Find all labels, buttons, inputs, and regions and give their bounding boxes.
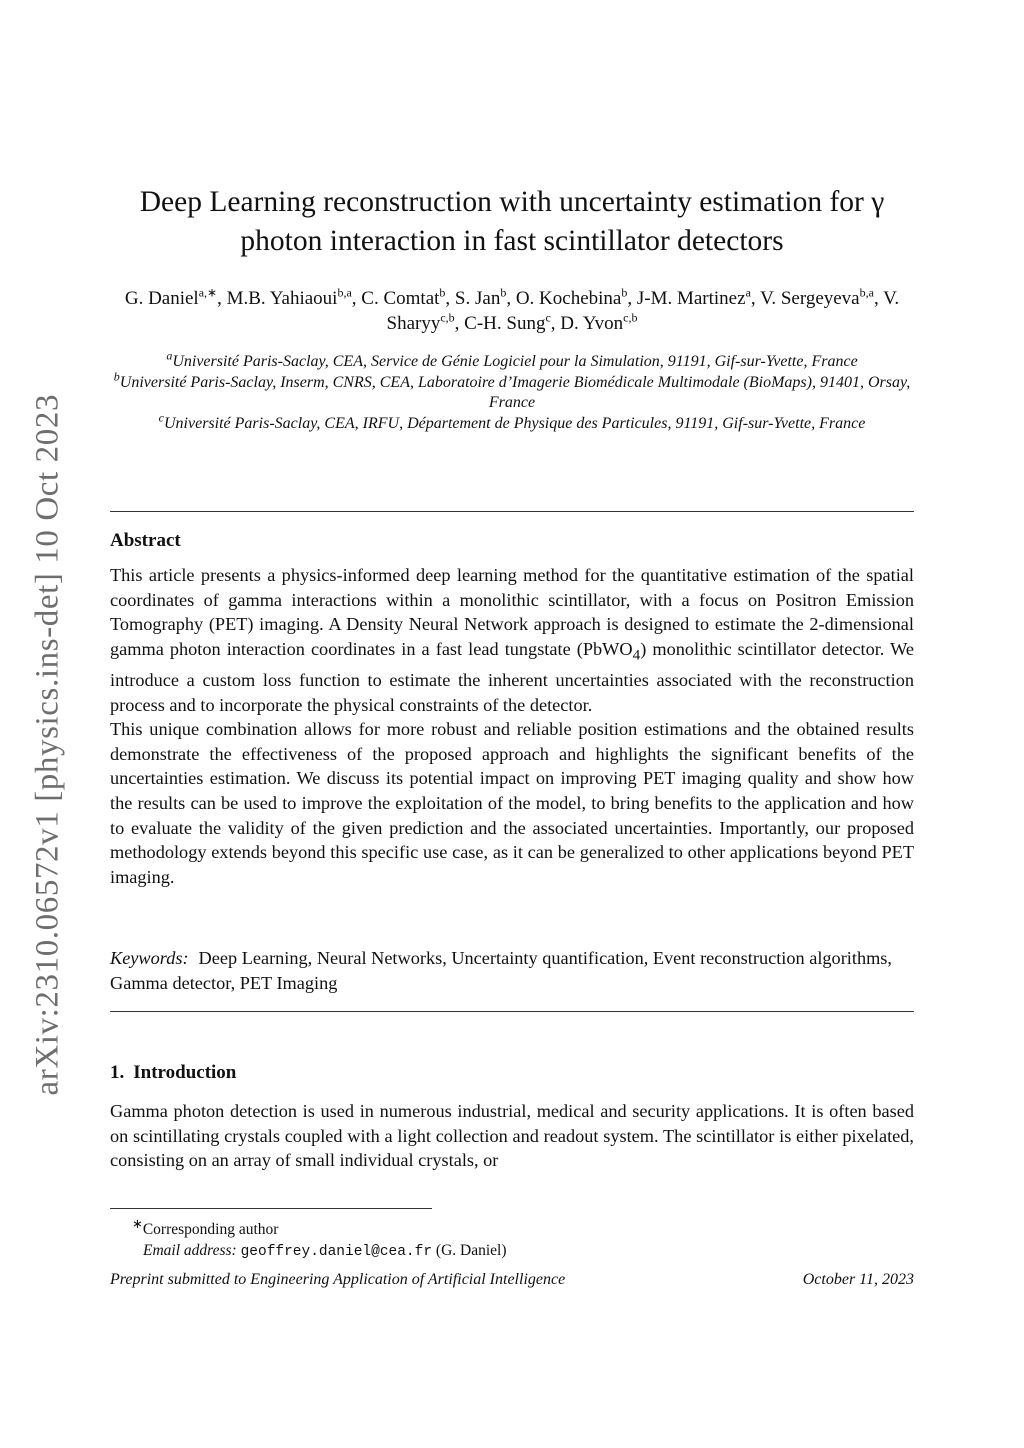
keywords xyxy=(110,946,914,995)
arxiv-side-identifier: arXiv:2310.06572v1 [physics.ins-det] 10 Oct 2023 xyxy=(29,393,66,1096)
author: M.B. Yahiaoui$^{b,a}$, xyxy=(226,285,362,309)
abstract-bottom-rule xyxy=(110,1011,914,1012)
footnote xyxy=(110,1213,914,1263)
affiliation-list xyxy=(110,348,914,434)
author: C. Comtat$^b$, xyxy=(361,285,455,309)
abstract-heading: Abstract xyxy=(110,530,181,551)
preprint-journal: Preprint submitted to Engineering Application of Artificial Intelligence xyxy=(110,1271,566,1288)
author: V. Sharyy$^{c,b}$, xyxy=(386,288,900,334)
author: G. Daniel$^{a,∗}$, xyxy=(124,285,227,309)
abstract-paragraph-2: This unique combination allows for more robust and reliable position estimations and the obtained results demonstrate the effectiveness of the proposed approach and highlights the significant benefits of the uncertainties estimation. We discuss its potential impact on improving PET imaging quality and show how the results can be used to improve the exploitation of the model, to bring benefits to the application and how to evaluate the validity of the given prediction and the associated uncertainties. Importantly, our proposed methodology extends beyond this specific use case, as it can be generalized to other applications beyond PET imaging. xyxy=(110,719,914,887)
section-title: Introduction xyxy=(133,1062,237,1083)
author-list xyxy=(110,286,914,336)
paper-title xyxy=(110,183,914,261)
title-line-2: photon interaction in fast scintillator detectors xyxy=(240,225,784,257)
footnote-email-line: Email address: geoffrey.daniel@cea.fr (G. Daniel) xyxy=(143,1242,507,1261)
introduction-paragraph: Gamma photon detection is used in numerous industrial, medical and security applications. It is often based on scintillating crystals coupled with a light collection and readout system. The scintillator is either pixelated, consisting on an array of small individual crystals, or xyxy=(110,1101,914,1171)
footnote-rule xyxy=(110,1208,432,1209)
abstract-body xyxy=(110,563,914,889)
author: S. Jan$^b$, xyxy=(454,285,516,309)
preprint-footer xyxy=(110,1271,914,1289)
section-number: 1. xyxy=(110,1062,125,1083)
author: C-H. Sung$^c$, xyxy=(464,310,561,334)
affiliation-c: $^c$Université Paris-Saclay, CEA, IRFU, Département de Physique des Particules, 91191, Gif-sur-Yvette, France xyxy=(158,410,866,432)
author: J-M. Martinez$^a$, xyxy=(636,285,761,309)
footnote-corresponding-author: ∗Corresponding author xyxy=(132,1216,279,1239)
author: V. Sergeyeva$^{b,a}$, xyxy=(760,285,884,309)
abstract-paragraph-1: This article presents a physics-informed deep learning method for the quantitative estimation of the spatial coordinates of gamma interactions within a monolithic scintillator, with a focus on Positron Emission Tomography (PET) imaging. A Density Neural Network approach is designed to estimate the 2-dimensional gamma photon interaction coordinates in a fast lead tungstate (PbWO$_4$) monolithic scintillator detector. We introduce a custom loss function to estimate the inherent uncertainties associated with the reconstruction process and to incorporate the physical constraints of the detector. xyxy=(110,565,914,715)
preprint-date: October 11, 2023 xyxy=(802,1271,914,1288)
title-line-1: Deep Learning reconstruction with uncertainty estimation for γ xyxy=(139,186,885,218)
email-link[interactable]: geoffrey.daniel@cea.fr xyxy=(240,1244,433,1261)
affiliation-a: $^a$Université Paris-Saclay, CEA, Service de Génie Logiciel pour la Simulation, 91191, Gif-sur-Yvette, France xyxy=(166,348,858,370)
affiliation-b: $^b$Université Paris-Saclay, Inserm, CNRS, CEA, Laboratoire d’Imagerie Biomédicale Multimodale (BioMaps), 91401, Orsay, France xyxy=(113,369,911,411)
section-heading-introduction xyxy=(110,1062,236,1084)
keywords-label: Keywords: xyxy=(110,948,189,968)
author: D. Yvon$^{c,b}$ xyxy=(560,310,638,334)
author: O. Kochebina$^b$, xyxy=(515,285,637,309)
abstract-top-rule xyxy=(110,511,914,512)
keywords-text: Deep Learning, Neural Networks, Uncertainty quantification, Event reconstruction algorithms, Gamma detector, PET Imaging xyxy=(110,948,892,993)
introduction-body xyxy=(110,1099,914,1173)
